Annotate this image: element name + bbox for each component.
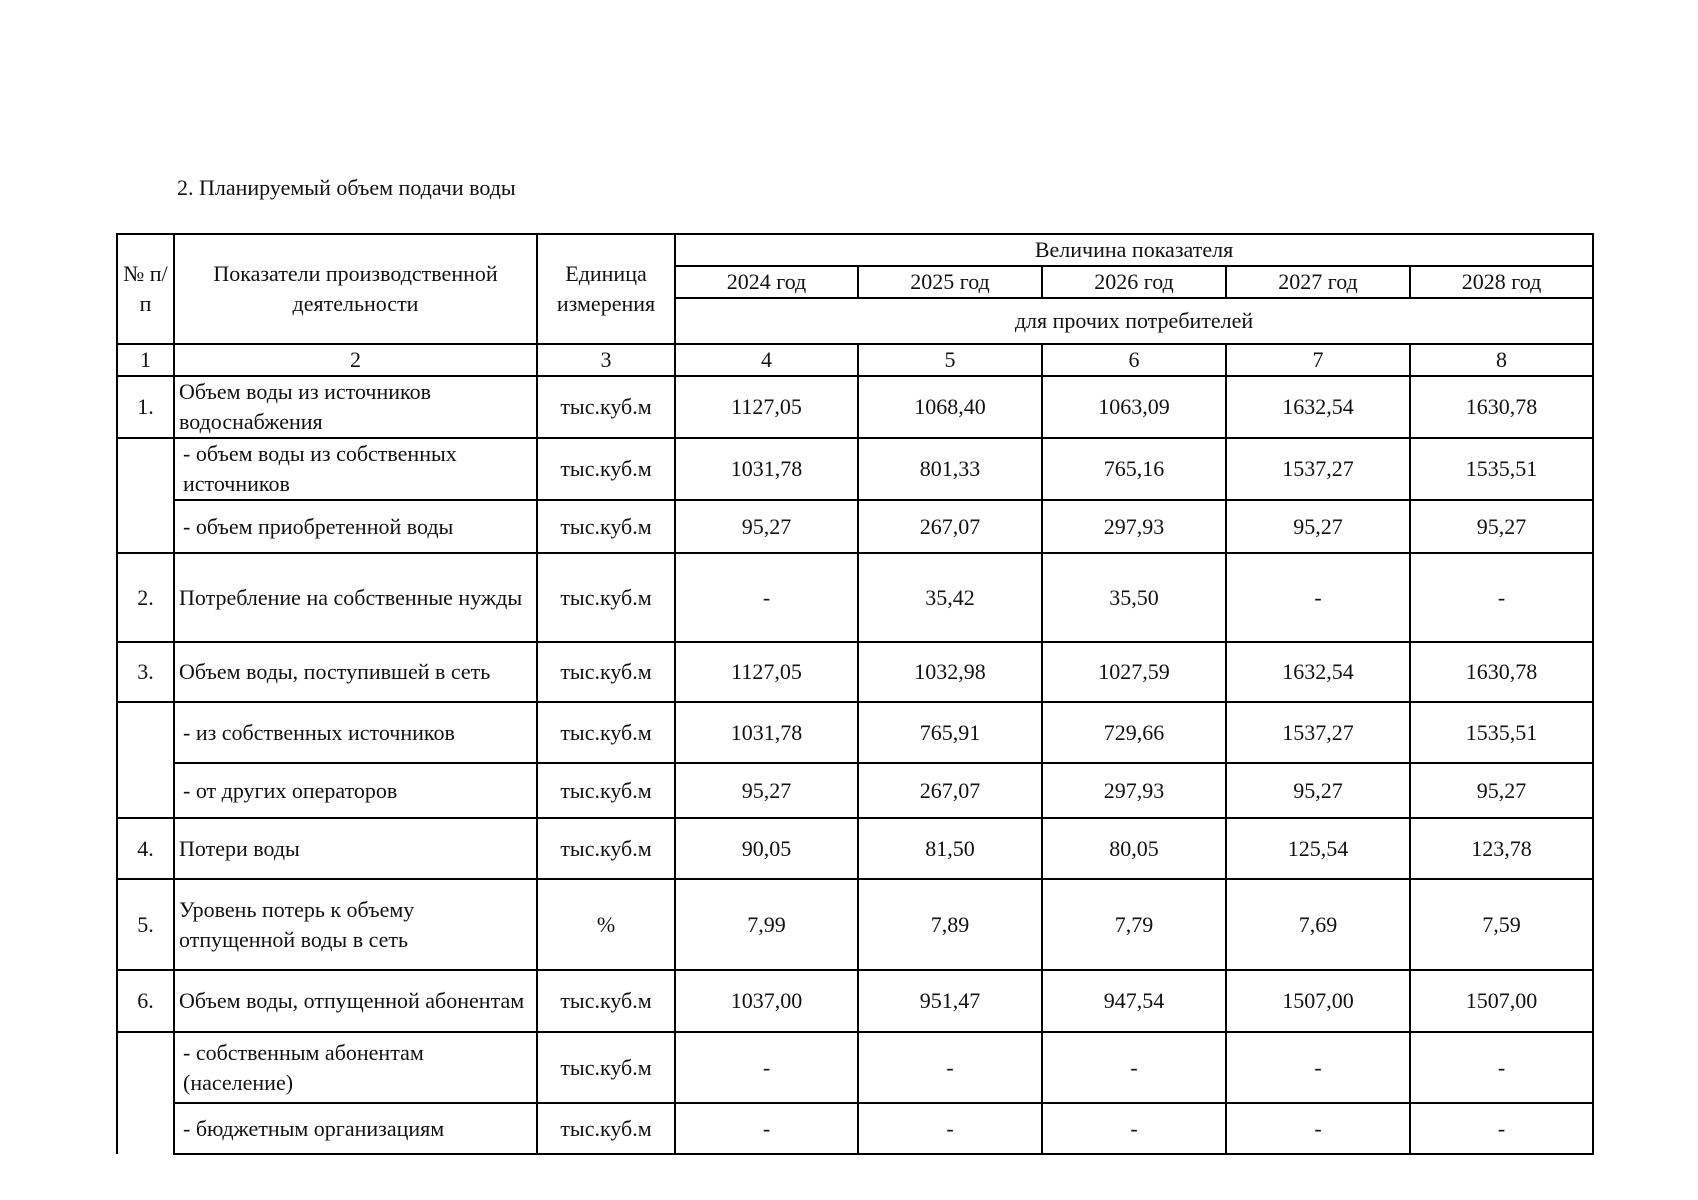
column-number: 3	[537, 344, 675, 376]
row-value: 267,07	[858, 763, 1042, 818]
row-value: 95,27	[675, 763, 858, 818]
row-value: 1031,78	[675, 438, 858, 500]
header-consumer-group: для прочих потребителей	[675, 298, 1593, 344]
row-value: 7,89	[858, 879, 1042, 970]
row-value: 1537,27	[1226, 438, 1410, 500]
row-value: 123,78	[1410, 818, 1593, 879]
row-value: 951,47	[858, 970, 1042, 1032]
row-value: -	[1042, 1032, 1226, 1103]
row-label: Объем воды из источников водоснабжения	[174, 376, 537, 438]
row-value: -	[1410, 1103, 1593, 1154]
row-value: 95,27	[1410, 500, 1593, 553]
row-number: 6.	[117, 970, 174, 1032]
row-value: 947,54	[1042, 970, 1226, 1032]
row-unit: тыс.куб.м	[537, 763, 675, 818]
water-supply-table	[116, 233, 1594, 1155]
row-value: 1031,78	[675, 702, 858, 763]
row-value: 1535,51	[1410, 702, 1593, 763]
row-unit: тыс.куб.м	[537, 553, 675, 642]
row-label: - бюджетным организациям	[174, 1103, 537, 1154]
row-value: 801,33	[858, 438, 1042, 500]
row-value: 267,07	[858, 500, 1042, 553]
row-value: 95,27	[675, 500, 858, 553]
table-row	[117, 1103, 1593, 1154]
column-number-row	[117, 344, 1593, 376]
row-number	[117, 1032, 174, 1154]
row-unit: тыс.куб.м	[537, 376, 675, 438]
row-number: 5.	[117, 879, 174, 970]
header-row-1	[117, 234, 1593, 266]
row-label: - собственным абонентам (население)	[174, 1032, 537, 1103]
column-number: 1	[117, 344, 174, 376]
row-value: -	[1226, 1103, 1410, 1154]
row-unit: тыс.куб.м	[537, 1103, 675, 1154]
table-row	[117, 438, 1593, 500]
row-value: 35,50	[1042, 553, 1226, 642]
row-value: 95,27	[1226, 500, 1410, 553]
row-value: 1535,51	[1410, 438, 1593, 500]
row-value: -	[1410, 1032, 1593, 1103]
row-unit: %	[537, 879, 675, 970]
table-row	[117, 642, 1593, 702]
row-value: -	[858, 1032, 1042, 1103]
column-number: 8	[1410, 344, 1593, 376]
row-label: Потери воды	[174, 818, 537, 879]
row-number: 4.	[117, 818, 174, 879]
table-row	[117, 702, 1593, 763]
row-value: 297,93	[1042, 763, 1226, 818]
row-value: 1068,40	[858, 376, 1042, 438]
row-unit: тыс.куб.м	[537, 500, 675, 553]
table-row	[117, 763, 1593, 818]
header-year: 2026 год	[1042, 266, 1226, 298]
row-number	[117, 702, 174, 818]
row-label: - из собственных источников	[174, 702, 537, 763]
row-value: 125,54	[1226, 818, 1410, 879]
column-number: 7	[1226, 344, 1410, 376]
row-value: -	[1410, 553, 1593, 642]
row-label: - объем приобретенной воды	[174, 500, 537, 553]
column-number: 6	[1042, 344, 1226, 376]
column-number: 5	[858, 344, 1042, 376]
table-row	[117, 376, 1593, 438]
row-value: 1630,78	[1410, 376, 1593, 438]
row-value: 1632,54	[1226, 642, 1410, 702]
header-indicator: Показатели производственной деятельности	[174, 234, 537, 344]
row-value: -	[1226, 553, 1410, 642]
row-label: Объем воды, поступившей в сеть	[174, 642, 537, 702]
row-value: -	[858, 1103, 1042, 1154]
row-value: 1537,27	[1226, 702, 1410, 763]
row-value: -	[675, 1103, 858, 1154]
row-label: Потребление на собственные нужды	[174, 553, 537, 642]
row-value: 1037,00	[675, 970, 858, 1032]
row-number	[117, 438, 174, 553]
row-value: 95,27	[1226, 763, 1410, 818]
table-row	[117, 1032, 1593, 1103]
row-value: 1127,05	[675, 376, 858, 438]
row-value: 80,05	[1042, 818, 1226, 879]
row-value: 1632,54	[1226, 376, 1410, 438]
row-value: 35,42	[858, 553, 1042, 642]
row-value: -	[675, 1032, 858, 1103]
row-unit: тыс.куб.м	[537, 818, 675, 879]
row-unit: тыс.куб.м	[537, 970, 675, 1032]
row-value: 1127,05	[675, 642, 858, 702]
table-row	[117, 500, 1593, 553]
header-year: 2027 год	[1226, 266, 1410, 298]
row-unit: тыс.куб.м	[537, 1032, 675, 1103]
row-unit: тыс.куб.м	[537, 438, 675, 500]
row-value: 1027,59	[1042, 642, 1226, 702]
table-row	[117, 553, 1593, 642]
row-label: - от других операторов	[174, 763, 537, 818]
row-label: Объем воды, отпущенной абонентам	[174, 970, 537, 1032]
row-value: 7,79	[1042, 879, 1226, 970]
row-value: 1032,98	[858, 642, 1042, 702]
row-value: 765,91	[858, 702, 1042, 763]
column-number: 2	[174, 344, 537, 376]
row-number: 3.	[117, 642, 174, 702]
row-value: -	[1042, 1103, 1226, 1154]
row-value: 7,59	[1410, 879, 1593, 970]
page-heading: 2. Планируемый объем подачи воды	[177, 175, 516, 200]
header-value-group: Величина показателя	[675, 234, 1593, 266]
header-num: № п/п	[117, 234, 174, 344]
column-number: 4	[675, 344, 858, 376]
row-value: 90,05	[675, 818, 858, 879]
row-value: 297,93	[1042, 500, 1226, 553]
row-number: 2.	[117, 553, 174, 642]
row-value: 7,69	[1226, 879, 1410, 970]
row-label: - объем воды из собственных источников	[174, 438, 537, 500]
table-row	[117, 818, 1593, 879]
row-value: 765,16	[1042, 438, 1226, 500]
row-label: Уровень потерь к объему отпущенной воды в сеть	[174, 879, 537, 970]
row-number: 1.	[117, 376, 174, 438]
header-year: 2025 год	[858, 266, 1042, 298]
row-value: 1063,09	[1042, 376, 1226, 438]
row-value: -	[675, 553, 858, 642]
row-value: 1630,78	[1410, 642, 1593, 702]
row-value: 81,50	[858, 818, 1042, 879]
row-value: 95,27	[1410, 763, 1593, 818]
row-unit: тыс.куб.м	[537, 642, 675, 702]
header-unit: Единица измерения	[537, 234, 675, 344]
row-value: 7,99	[675, 879, 858, 970]
header-year: 2024 год	[675, 266, 858, 298]
table-row	[117, 879, 1593, 970]
row-value: 1507,00	[1410, 970, 1593, 1032]
header-year: 2028 год	[1410, 266, 1593, 298]
row-value: 729,66	[1042, 702, 1226, 763]
table-row	[117, 970, 1593, 1032]
row-value: 1507,00	[1226, 970, 1410, 1032]
row-value: -	[1226, 1032, 1410, 1103]
row-unit: тыс.куб.м	[537, 702, 675, 763]
